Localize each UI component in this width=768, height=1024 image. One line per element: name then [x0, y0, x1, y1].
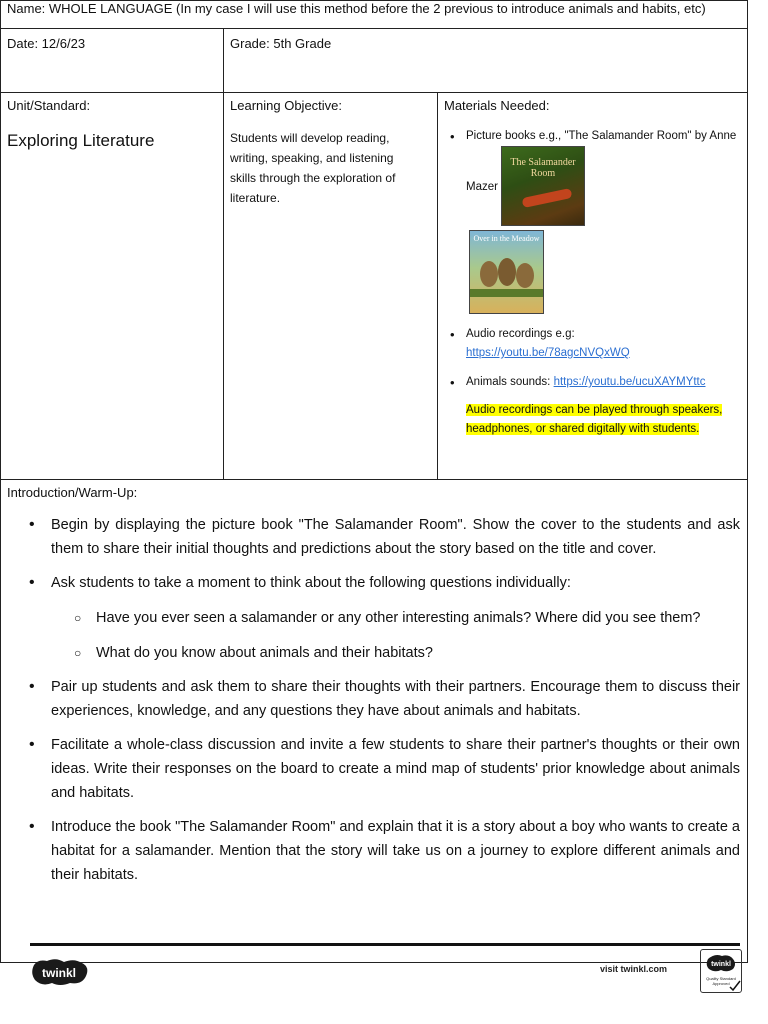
intro-bullet: • Introduce the book "The Salamander Room" and explain that it is a story about a boy who wants to create a habitat for a salamander. Mention that the story will take us on a journey to explore different animals and their habitats.: [0, 815, 740, 887]
animal-shape: [480, 261, 498, 287]
salamander-shape: [522, 188, 573, 208]
intro-bullet: • Begin by displaying the picture book "The Salamander Room". Show the cover to the students and ask them to share their initial thoughts and predictions about the story based on the title and cover.: [0, 513, 740, 561]
materials-list: [444, 127, 744, 146]
footer-rule: [30, 943, 740, 946]
twinkl-logo-text: twinkl: [41, 966, 77, 980]
grade-field: Grade: 5th Grade: [230, 36, 332, 51]
date-field: Date: 12/6/23: [7, 36, 86, 51]
materials-label: Materials Needed:: [444, 98, 550, 113]
branch-shape: [470, 289, 543, 297]
intro-sub-bullet: ○ What do you know about animals and their habitats?: [0, 641, 740, 665]
animal-shape: [516, 263, 534, 288]
picture-books-tail: Mazer: [466, 181, 498, 193]
book1-title: The Salamander Room: [510, 157, 576, 179]
materials-item-audio: [444, 325, 744, 363]
picture-books-text: Picture books e.g., "The Salamander Room" by Anne: [466, 130, 737, 142]
animals-label: Animals sounds:: [466, 376, 551, 388]
unit-label: Unit/Standard:: [7, 98, 91, 113]
twinkl-logo: [28, 957, 90, 987]
salamander-room-book-cover: [501, 146, 585, 226]
materials-item-animals: [444, 373, 744, 392]
objective-label: Learning Objective:: [230, 98, 343, 113]
badge-logo-text: twinkl: [711, 961, 731, 968]
badge-text: Quality Standard Approved: [706, 976, 736, 986]
checkmark-icon: [729, 980, 741, 992]
audio-label: Audio recordings e.g:: [466, 328, 575, 340]
badge-cloud-icon: [705, 953, 737, 973]
book2-title: Over in the Meadow: [473, 234, 540, 243]
row-divider: [0, 479, 748, 480]
unit-value: Exploring Literature: [7, 131, 155, 150]
audio-link[interactable]: https://youtu.be/78agcNVQxWQ: [466, 347, 630, 359]
materials-item-picture-books: [444, 127, 744, 146]
row-divider: [0, 92, 748, 93]
table-right-border: [747, 0, 748, 963]
intro-bullet: • Facilitate a whole-class discussion and invite a few students to share their partner's thoughts or their own ideas. Write their responses on the board to create a mind map of students' prior knowledge about animals and habitats.: [0, 733, 740, 805]
column-divider: [437, 92, 438, 480]
intro-bullet: • Ask students to take a moment to think about the following questions individually:: [0, 571, 740, 595]
animals-link[interactable]: https://youtu.be/ucuXAYMYttc: [553, 376, 706, 388]
intro-sub-bullet: ○ Have you ever seen a salamander or any other interesting animals? Where did you see them?: [0, 606, 740, 630]
intro-bullet: • Pair up students and ask them to share their thoughts with their partners. Encourage them to discuss their experiences, knowledge, and any questions they have about animals and habitats.: [0, 675, 740, 723]
quality-badge: [700, 949, 742, 993]
materials-note: [466, 401, 736, 439]
intro-label: Introduction/Warm-Up:: [7, 485, 138, 500]
row-divider: [0, 962, 748, 963]
objective-text: Students will develop reading, writing, speaking, and listening skills through the exploration of literature.: [230, 131, 396, 205]
animal-shape: [498, 258, 516, 286]
name-field: Name: WHOLE LANGUAGE (In my case I will use this method before the 2 previous to introduce animals and habits, etc): [7, 1, 706, 16]
visit-twinkl-link[interactable]: visit twinkl.com: [600, 964, 668, 974]
row-divider: [0, 28, 748, 29]
materials-list-audio: [444, 325, 744, 392]
over-in-the-meadow-book-cover: [469, 230, 544, 314]
intro-list: [0, 513, 740, 897]
column-divider: [223, 28, 224, 480]
materials-note-text: Audio recordings can be played through speakers, headphones, or shared digitally with students.: [466, 404, 723, 435]
